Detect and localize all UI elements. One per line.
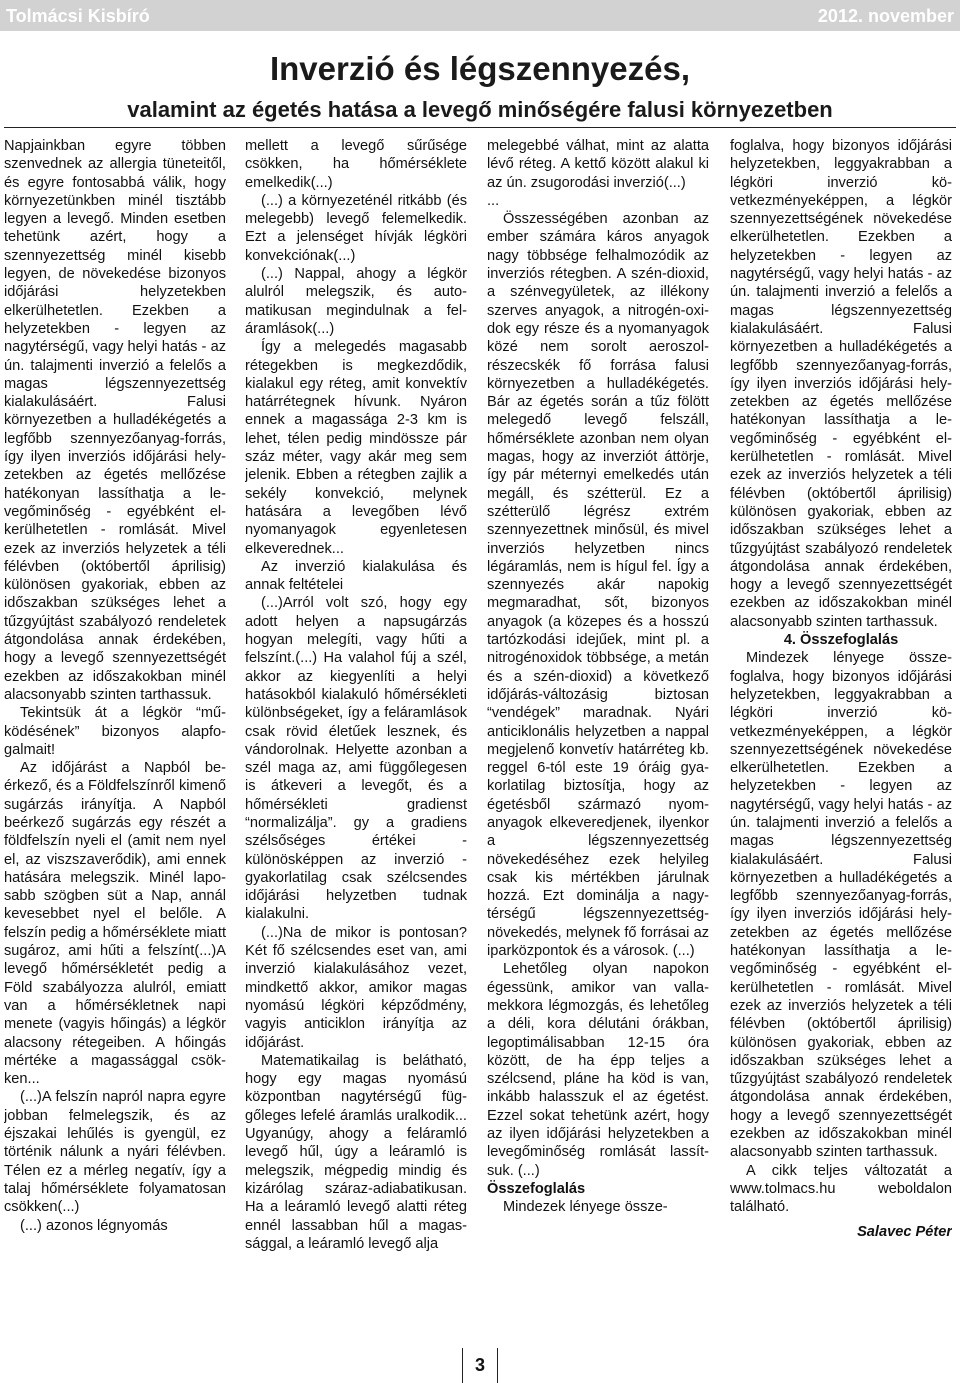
paragraph: (...)Na de mikor is pontosan? Két fő szélcsendes eset van, ami inverzió kialakulásához vezet, mindkettő akkor, amikor magas nyomású légköri képződmény, vagyis anticiklon irányítja az időjárást. (245, 924, 467, 1051)
column-2 (245, 137, 467, 1347)
paragraph: (...) a környezeténél ritkább (és melegebb) levegő felemelkedik. Ezt a jelenséget hívják légköri konvekciónak(...) (245, 192, 467, 264)
title-divider (4, 127, 956, 128)
section-heading-summary: Összefoglalás (487, 1180, 586, 1197)
column-4 (730, 137, 952, 1347)
section-heading-4: 4. Összefoglalás (783, 632, 899, 649)
paragraph: Tekintsük át a légkör “működésének” bizonyos alapfogalmait! (4, 705, 226, 758)
paragraph: (...) azonos légnyomás (20, 1217, 168, 1234)
paragraph: Összességében azonban az ember számára káros anyagok nagy többsége felhalmozódik az inverziós rétegben. A szén-dioxid, a szénvegyületek, az illékony szerves anyagok, a nitrogén-oxidok egy része és a nyomanyagok közé nem sorolt aeroszol-részecskék fő forrása falusi környezetben a hulladékégetés. Bár az égetés során a tűz fölött melegedő levegő felszáll, hőmérséklete azonban nem olyan magas, hogy az inverziót áttörje, így pár méternyi emelkedés után megáll, és szétterül. Ez a szétterülő légrész extrém szennyezettnek minősül, és mivel inverziós helyzetben nincs légáramlás, nem is hígul fel. Így a szennyezés akár napokig megmaradhat, sőt, bizonyos anyagok (a közepes és a hosszú tartózkodási idejűek, mint pl. a nitrogénoxidok többsége, a metán és a szén-dioxid) a következő időjárás-változásig biztosan “vendégek” maradnak. Nyári anticiklonális helyzetben a nappal megjelenő konvetív határréteg kb. reggel 6-tól este 19 óráig gyakorlatilag biztosítja, hogy az égetésből származó nyomanyagok elkeveredjenek, ilyenkor a légszennyezettség növekedéséhez ezek helyileg csak kis mértékben járulnak hozzá. Ezt dominálja a nagytérségű légszennyezettségnövekedés, melynek fő forrásai az iparközpontok és a városok. (...) (487, 211, 709, 960)
section-heading: Az inverzió kialakulása és annak feltételei (245, 558, 467, 594)
article-body (4, 137, 956, 1347)
paragraph: Napjainkban egyre többen szenvednek az allergia tüneteitől, és egyre fontosabbá válik, hogy környezetünkben minél tisztább legyen a levegő. Minden esetben tehetünk azért, hogy a szennyezettség minél kisebb legyen, de növekedése bizonyos időjárási helyzetekben elkerülhetetlen. Ezekben a helyzetekben - legyen az nagytérségű, vagy helyi hatás - az ún. talajmenti inverzió a felelős a magas légszennyezettség kialakulásáért. Falusi környezetben a hulladékégetés a legfőbb szennyezőanyag-forrás, így ilyen inverziós időjárási helyzetekben az égetés mellőzése hatékonyan lassíthatja a levegőminőség - egyébként elkerülhetetlen - romlását. Mivel ezek az inverziós helyzetek a téli félévben (októbertől áprilisig) különösen gyakoriak, ebben az időszakban szükséges lehet a tűzgyújtást szabályozó rendeletek átgondolása annak érdekében, hogy a levegő szennyezettségét ezekben az időszakokban minél alacsonyabb szinten tarthassuk. (4, 138, 226, 703)
author-signature: Salavec Péter (857, 1223, 952, 1240)
publication-name: Tolmácsi Kisbíró (6, 6, 150, 26)
page-number: 3 (474, 1355, 485, 1375)
article-title: Inverzió és légszennyezés, (269, 50, 691, 87)
paragraph: (...)A felszín napról napra egyre jobban felmelegszik, és az éjszakai lehűlés is gyengül, ez történik nálunk a nyári félévben. Télen ez a mérleg negatív, így a talaj hőmérséklete folyamatosan csökken(...) (4, 1089, 226, 1216)
paragraph: melegebbé válhat, mint az alatta lévő réteg. A kettő között alakul ki az ún. zsugorodási inverzió(...) (487, 138, 709, 191)
column-3 (487, 137, 709, 1347)
paragraph: Lehetőleg olyan napokon égessünk, amikor van vallamekkora légmozgás, és lehetőleg a déli, kora délutáni órákban, legoptimálisabban 12-15 óra között, de ha épp teljes a szélcsend, pláne ha köd is van, inkább halasszuk el az égetést. Ezzel sokat tehetünk azért, hogy az ilyen időjárási helyzetekben a levegőminőség romlását lassítsuk. (...) (487, 961, 709, 1179)
column-1 (4, 137, 226, 1347)
paragraph: foglalva, hogy bizonyos időjárási helyzetekben, leggyakrabban a légköri inverzió következményeképpen, a légkör szennyezettségének növekedése elkerülhetetlen. Ezekben a helyzetekben - legyen az nagytérségű, vagy helyi hatás - az ún. talajmenti inverzió a felelős a magas légszennyezettség kialakulásáért. Falusi környezetben a hulladékégetés a legfőbb szennyezőanyag-forrás, így ilyen inverziós időjárási helyzetekben az égetés mellőzése hatékonyan lassíthatja a levegőminőség - egyébként elkerülhetetlen - romlását. Mivel ezek az inverziós helyzetek a téli félévben (októbertől áprilisig) különösen gyakoriak, ebben az időszakban szükséges lehet a tűzgyújtást szabályozó rendeletek átgondolása annak érdekében, hogy a levegő szennyezettségét ezekben az időszakokban minél alacsonyabb szinten tarthassuk. (730, 138, 952, 630)
article-subtitle: valamint az égetés hatása a levegő minőségére falusi környezetben (127, 97, 833, 122)
paragraph: Mindezek lényege összefoglalva, hogy bizonyos időjárási helyzetekben, leggyakrabban a légköri inverzió következményeképpen, a légkör szennyezettségének növekedése elkerülhetetlen. Ezekben a helyzetekben - legyen az nagytérségű, vagy helyi hatás - az ún. talajmenti inverzió a felelős a magas légszennyezettség kialakulásáért. Falusi környezetben a hulladékégetés a legfőbb szennyezőanyag-forrás, így ilyen inverziós időjárási helyzetekben az égetés mellőzése hatékonyan lassíthatja a levegőminőség - egyébként elkerülhetetlen - romlását. Mivel ezek az inverziós helyzetek a téli félévben (októbertől áprilisig) különösen gyakoriak, ebben az időszakban szükséges lehet a tűzgyújtást szabályozó rendeletek átgondolása annak érdekében, hogy a levegő szennyezettségét ezekben az időszakokban minél alacsonyabb szinten tarthassuk. (730, 650, 952, 1161)
paragraph: Az időjárást a Napból beérkező, és a Földfelszínről kimenő sugárzás irányítja. A Napból beérkező sugárzás egy részét a földfelszín nyeli el (amit nem nyel el, az viszszaverődik), ami ennek hatására melegszik. Minél laposabb szögben süt a Nap, annál kevesebbet nyel el belőle. A felszín pedig a hőmérséklete miatt sugároz, ami hűti a felszínt(...)A levegő hőmérsékletét pedig a Föld szabályozza alulról, emiatt van a hőmérsékletnek napi menete (vagyis hőingás) a légkör alacsony rétegeiben. A hőingás mértéke a magassággal csökken... (4, 760, 226, 1088)
paragraph: (...) Nappal, ahogy a légkör alulról melegszik, és automatikusan megindulnak a feláramlások(...) (245, 266, 467, 337)
paragraph: mellett a levegő sűrűsége csökken, ha hőmérséklete emelkedik(...) (245, 138, 467, 191)
paragraph: Mindezek lényege össze- (503, 1199, 668, 1216)
paragraph: Matematikailag is belátható, hogy egy magas nyomású központban nagytérségű függőleges lefelé áramlás uralkodik... Ugyanúgy, ahogy a feláramló levegő hűl, úgy a leáramló is melegszik, mégpedig mindig és kizárólag száraz-adiabatikusan. Ha a leáramló levegő alatti réteg ennél lassabban hűl a magassággal, a leáramló levegő alja (245, 1052, 467, 1252)
paragraph: (...)Arról volt szó, hogy egy adott helyen a napsugárzás hogyan melegíti, vagy hűti a felszínt.(...) Ha valahol fúj a szél, akkor az kiegyenlíti a helyi hatásokból kialakuló hőmérsékleti különbségeket, így a feláramlások csak rövid életűek lesznek, és vándorolnak. Helyette azonban a szél maga az, ami függőlegesen is átkeveri a levegőt, és a hőmérsékleti gradienst “normalizálja”. gy a gradiens szélsőséges értékei - különösképpen az inverzió - gyakorlatilag csak szélcsendes időjárási helyzetben tudnak kialakulni. (245, 595, 467, 923)
paragraph: Így a melegedés magasabb rétegekben is megkezdődik, kialakul egy réteg, amit konvektív határrétegnek hívunk. Nyáron ennek a magassága 2-3 km is lehet, télen pedig mindössze pár száz méter, vagy akár meg sem jelenik. Ebben a rétegben zajlik a sekély konvekció, melynek hatására a levegőben lévő nyomanyagok egyenletesen elkeverednek... (245, 339, 467, 557)
paragraph: A cikk teljes változatát a www.tolmacs.hu weboldalon található. (730, 1162, 952, 1216)
ellipsis: ... (487, 192, 500, 209)
issue-date: 2012. november (817, 6, 954, 26)
header-bar (0, 0, 960, 31)
